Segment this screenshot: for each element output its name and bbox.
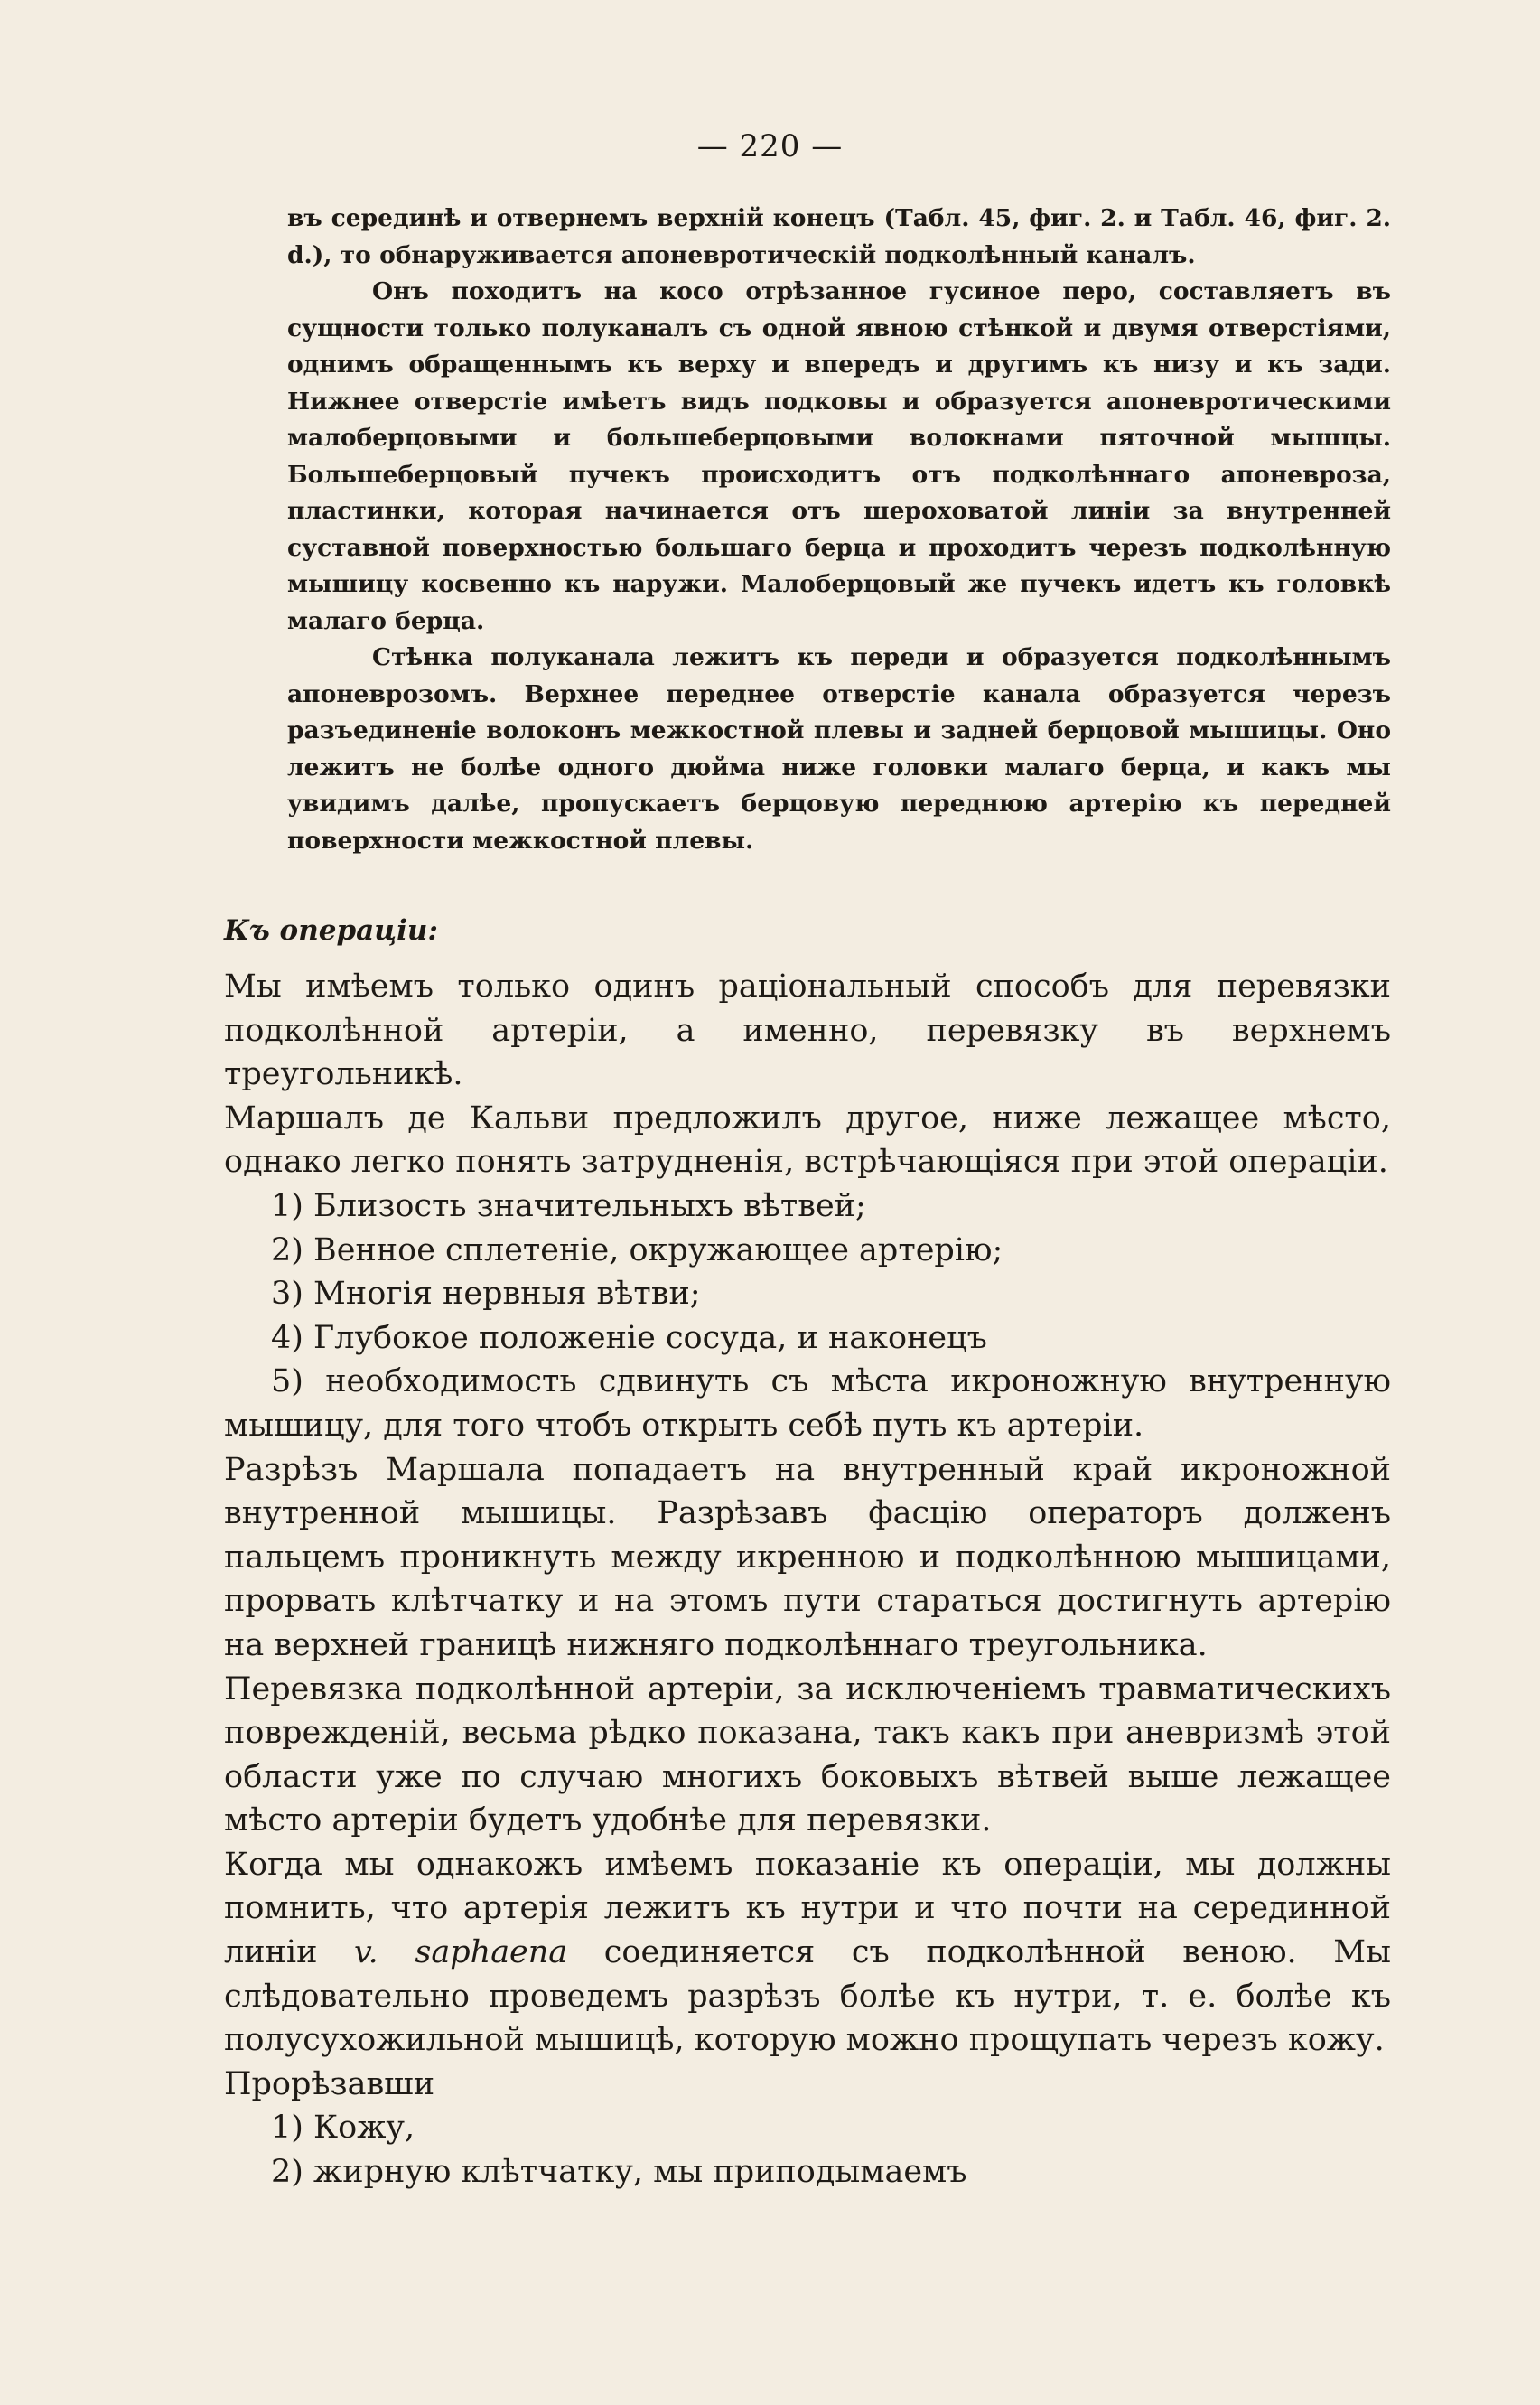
list-item: 1) Кожу, [271,2110,415,2147]
list-item: 3) Многія нервныя вѣтви; [271,1276,701,1313]
anatomy-text-block [287,201,1391,859]
list-item: 2) жирную клѣтчатку, мы приподымаемъ [271,2154,967,2191]
latin-term: v. saphaena [354,1934,568,1971]
paragraph: Стѣнка полуканала лежитъ къ переди и образуется подколѣннымъ апоневрозомъ. Верхнее переднее отверстіе канала образуется черезъ разъединеніе волоконъ межкостной плевы и задней берцовой мышицы. Оно лежитъ не болѣе одного дюйма ниже головки малаго берца, и какъ мы увидимъ далѣе, пропускаетъ берцовую переднюю артерію къ передней поверхности межкостной плевы. [287,643,1391,855]
paragraph: Маршалъ де Кальви предложилъ другое, ниже лежащее мѣсто, однако легко понять затрудненія, встрѣчающіяся при этой операціи. [224,1100,1391,1181]
paragraph: Разрѣзъ Маршала попадаетъ на внутренный край икроножной внутренной мышицы. Разрѣзавъ фасцію операторъ долженъ пальцемъ проникнуть между икренною и подколѣнною мышицами, прорвать клѣтчатку и на этомъ пути стараться достигнуть артерію на верхней границѣ нижняго подколѣннаго треугольника. [224,1451,1391,1663]
list-item: 1) Близость значительныхъ вѣтвей; [271,1187,866,1224]
paragraph: въ серединѣ и отвернемъ верхній конецъ (Табл. 45, фиг. 2. и Табл. 46, фиг. 2. d.), то обнаруживается апоневротическій подколѣнный каналъ. [287,204,1391,269]
section-heading: Къ операціи: [224,914,438,947]
paragraph [224,1843,1391,2063]
page-number: — 220 — [696,128,844,164]
list-item: 2) Венное сплетеніе, окружающее артерію; [271,1231,1003,1268]
list-item: 4) Глубокое положеніе сосуда, и наконецъ [271,1319,987,1356]
operation-text-block [224,965,1391,2194]
paragraph: Мы имѣемъ только одинъ раціональный способъ для перевязки подколѣнной артеріи, а именно, перевязку въ верхнемъ треугольникѣ. [224,969,1391,1093]
paragraph: Прорѣзавши [224,2065,435,2102]
paragraph: Перевязка подколѣнной артеріи, за исключеніемъ травматическихъ поврежденій, весьма рѣдко показана, такъ какъ при аневризмѣ этой области уже по случаю многихъ боковыхъ вѣтвей выше лежащее мѣсто артеріи будетъ удобнѣе для перевязки. [224,1670,1391,1839]
text-run: соединяется съ подколѣнной веною. Мы слѣдовательно проведемъ разрѣзъ болѣе къ нутри, т. е. болѣе къ полусухожильной мышицѣ, которую можно прощупать черезъ кожу. [224,1934,1392,2059]
list-item: 5) необходимость сдвинуть съ мѣста икроножную внутренную мышицу, для того чтобъ открыть себѣ путь къ артеріи. [224,1363,1391,1444]
paragraph: Онъ походитъ на косо отрѣзанное гусиное перо, составляетъ въ сущности только полуканалъ съ одной явною стѣнкой и двумя отверстіями, однимъ обращеннымъ къ верху и впередъ и другимъ къ низу и къ зади. Нижнее отверстіе имѣетъ видъ подковы и образуется апоневротическими малоберцовыми и большеберцовыми волокнами пяточной мышцы. Большеберцовый пучекъ происходитъ отъ подколѣннаго апоневроза, пластинки, которая начинается отъ шероховатой линіи за внутренней суставной поверхностью большаго берца и проходитъ черезъ подколѣнную мышицу косвенно къ наружи. Малоберцовый же пучекъ идетъ къ головкѣ малаго берца. [287,277,1391,635]
text-run: Когда мы однакожъ имѣемъ показаніе къ операціи, мы должны помнить, что артерія лежитъ къ нутри и что почти на серединной линіи [224,1846,1391,1971]
